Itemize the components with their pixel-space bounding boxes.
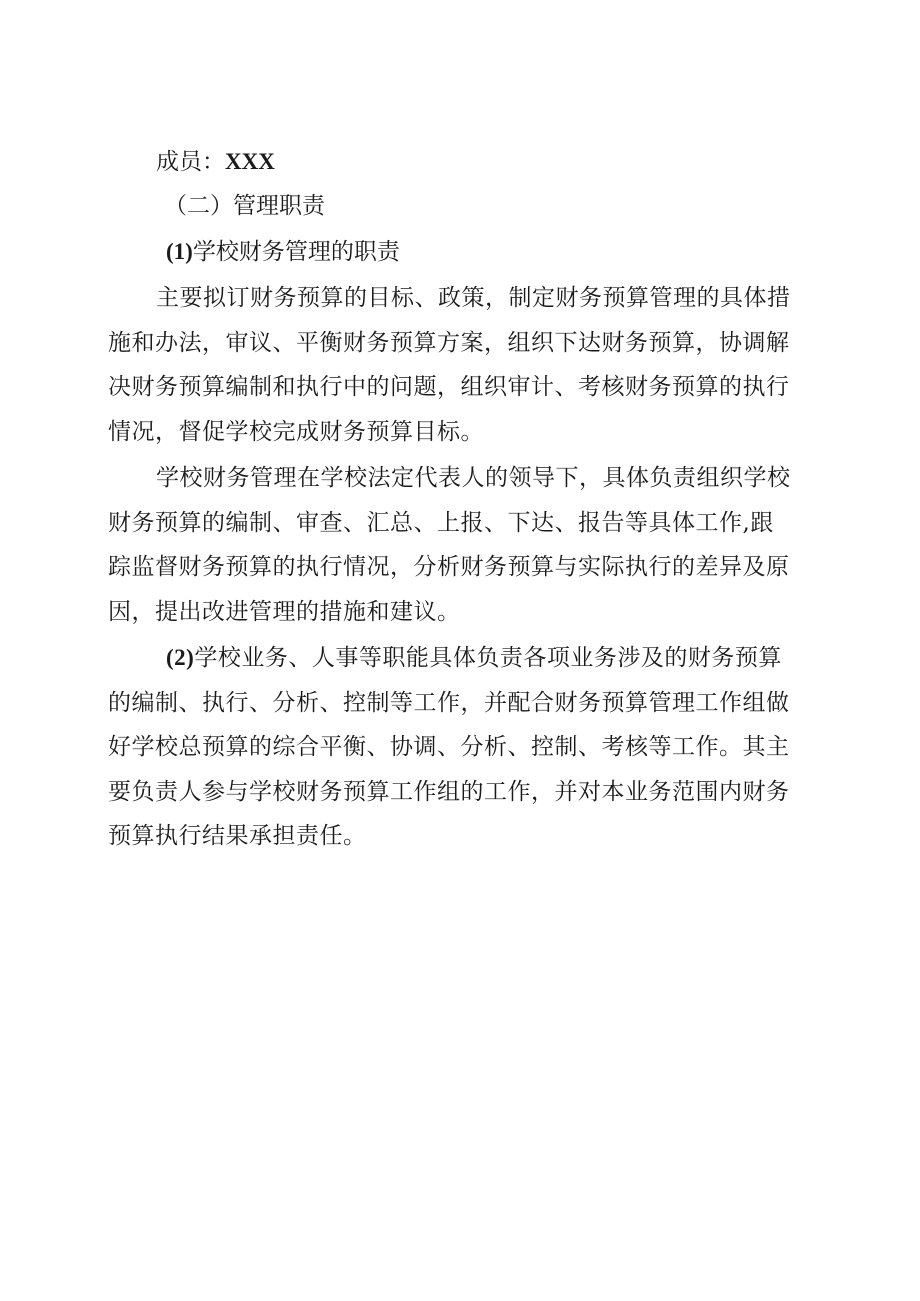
paragraph-3-line: 的编制、执行、分析、控制等工作，并配合财务预算管理工作组做	[108, 689, 790, 716]
paragraph-2-line: 踪监督财务预算的执行情况，分析财务预算与实际执行的差异及原	[108, 554, 790, 580]
subsection-heading-1	[108, 230, 820, 274]
members-label: 成员：	[156, 149, 225, 175]
paragraph-3-first-line	[108, 636, 820, 681]
paragraph-3-line: 要负责人参与学校财务预算工作组的工作，并对本业务范围内财务	[108, 778, 790, 805]
paragraph-1-line: 决财务预算编制和执行中的问题，组织审计、考核财务预算的执行	[108, 374, 790, 400]
paragraph-1-line: 施和办法，审议、平衡财务预算方案，组织下达财务预算，协调解	[108, 329, 790, 356]
document-body	[108, 140, 820, 859]
paragraph-1-line: 情况，督促学校完成财务预算目标。	[108, 418, 484, 445]
paragraph-3	[108, 636, 820, 859]
paragraph-3-line: 好学校总预算的综合平衡、协调、分析、控制、考核等工作。其主	[108, 734, 790, 760]
section-heading: （二）管理职责	[164, 193, 325, 219]
paragraph-2	[108, 456, 820, 634]
paragraph-1-line: 主要拟订财务预算的目标、政策，制定财务预算管理的具体措	[156, 285, 791, 311]
members-line	[108, 140, 820, 184]
paragraph-2-line: 财务预算的编制、审查、汇总、上报、下达、报告等具体工作,跟	[108, 509, 774, 536]
paragraph-2-line: 因，提出改进管理的措施和建议。	[108, 598, 461, 625]
paragraph-3-line: 预算执行结果承担责任。	[108, 823, 367, 849]
paragraph-1	[108, 276, 820, 454]
subsection-number-2: (2)	[166, 645, 195, 670]
paragraph-2-line: 学校财务管理在学校法定代表人的领导下，具体负责组织学校	[156, 465, 791, 491]
paragraph-3-line: 学校业务、人事等职能具体负责各项业务涉及的财务预算	[194, 645, 782, 671]
subsection-number-1: (1)	[166, 239, 193, 264]
subsection-title-1: 学校财务管理的职责	[192, 239, 400, 265]
members-value: XXX	[225, 149, 275, 174]
